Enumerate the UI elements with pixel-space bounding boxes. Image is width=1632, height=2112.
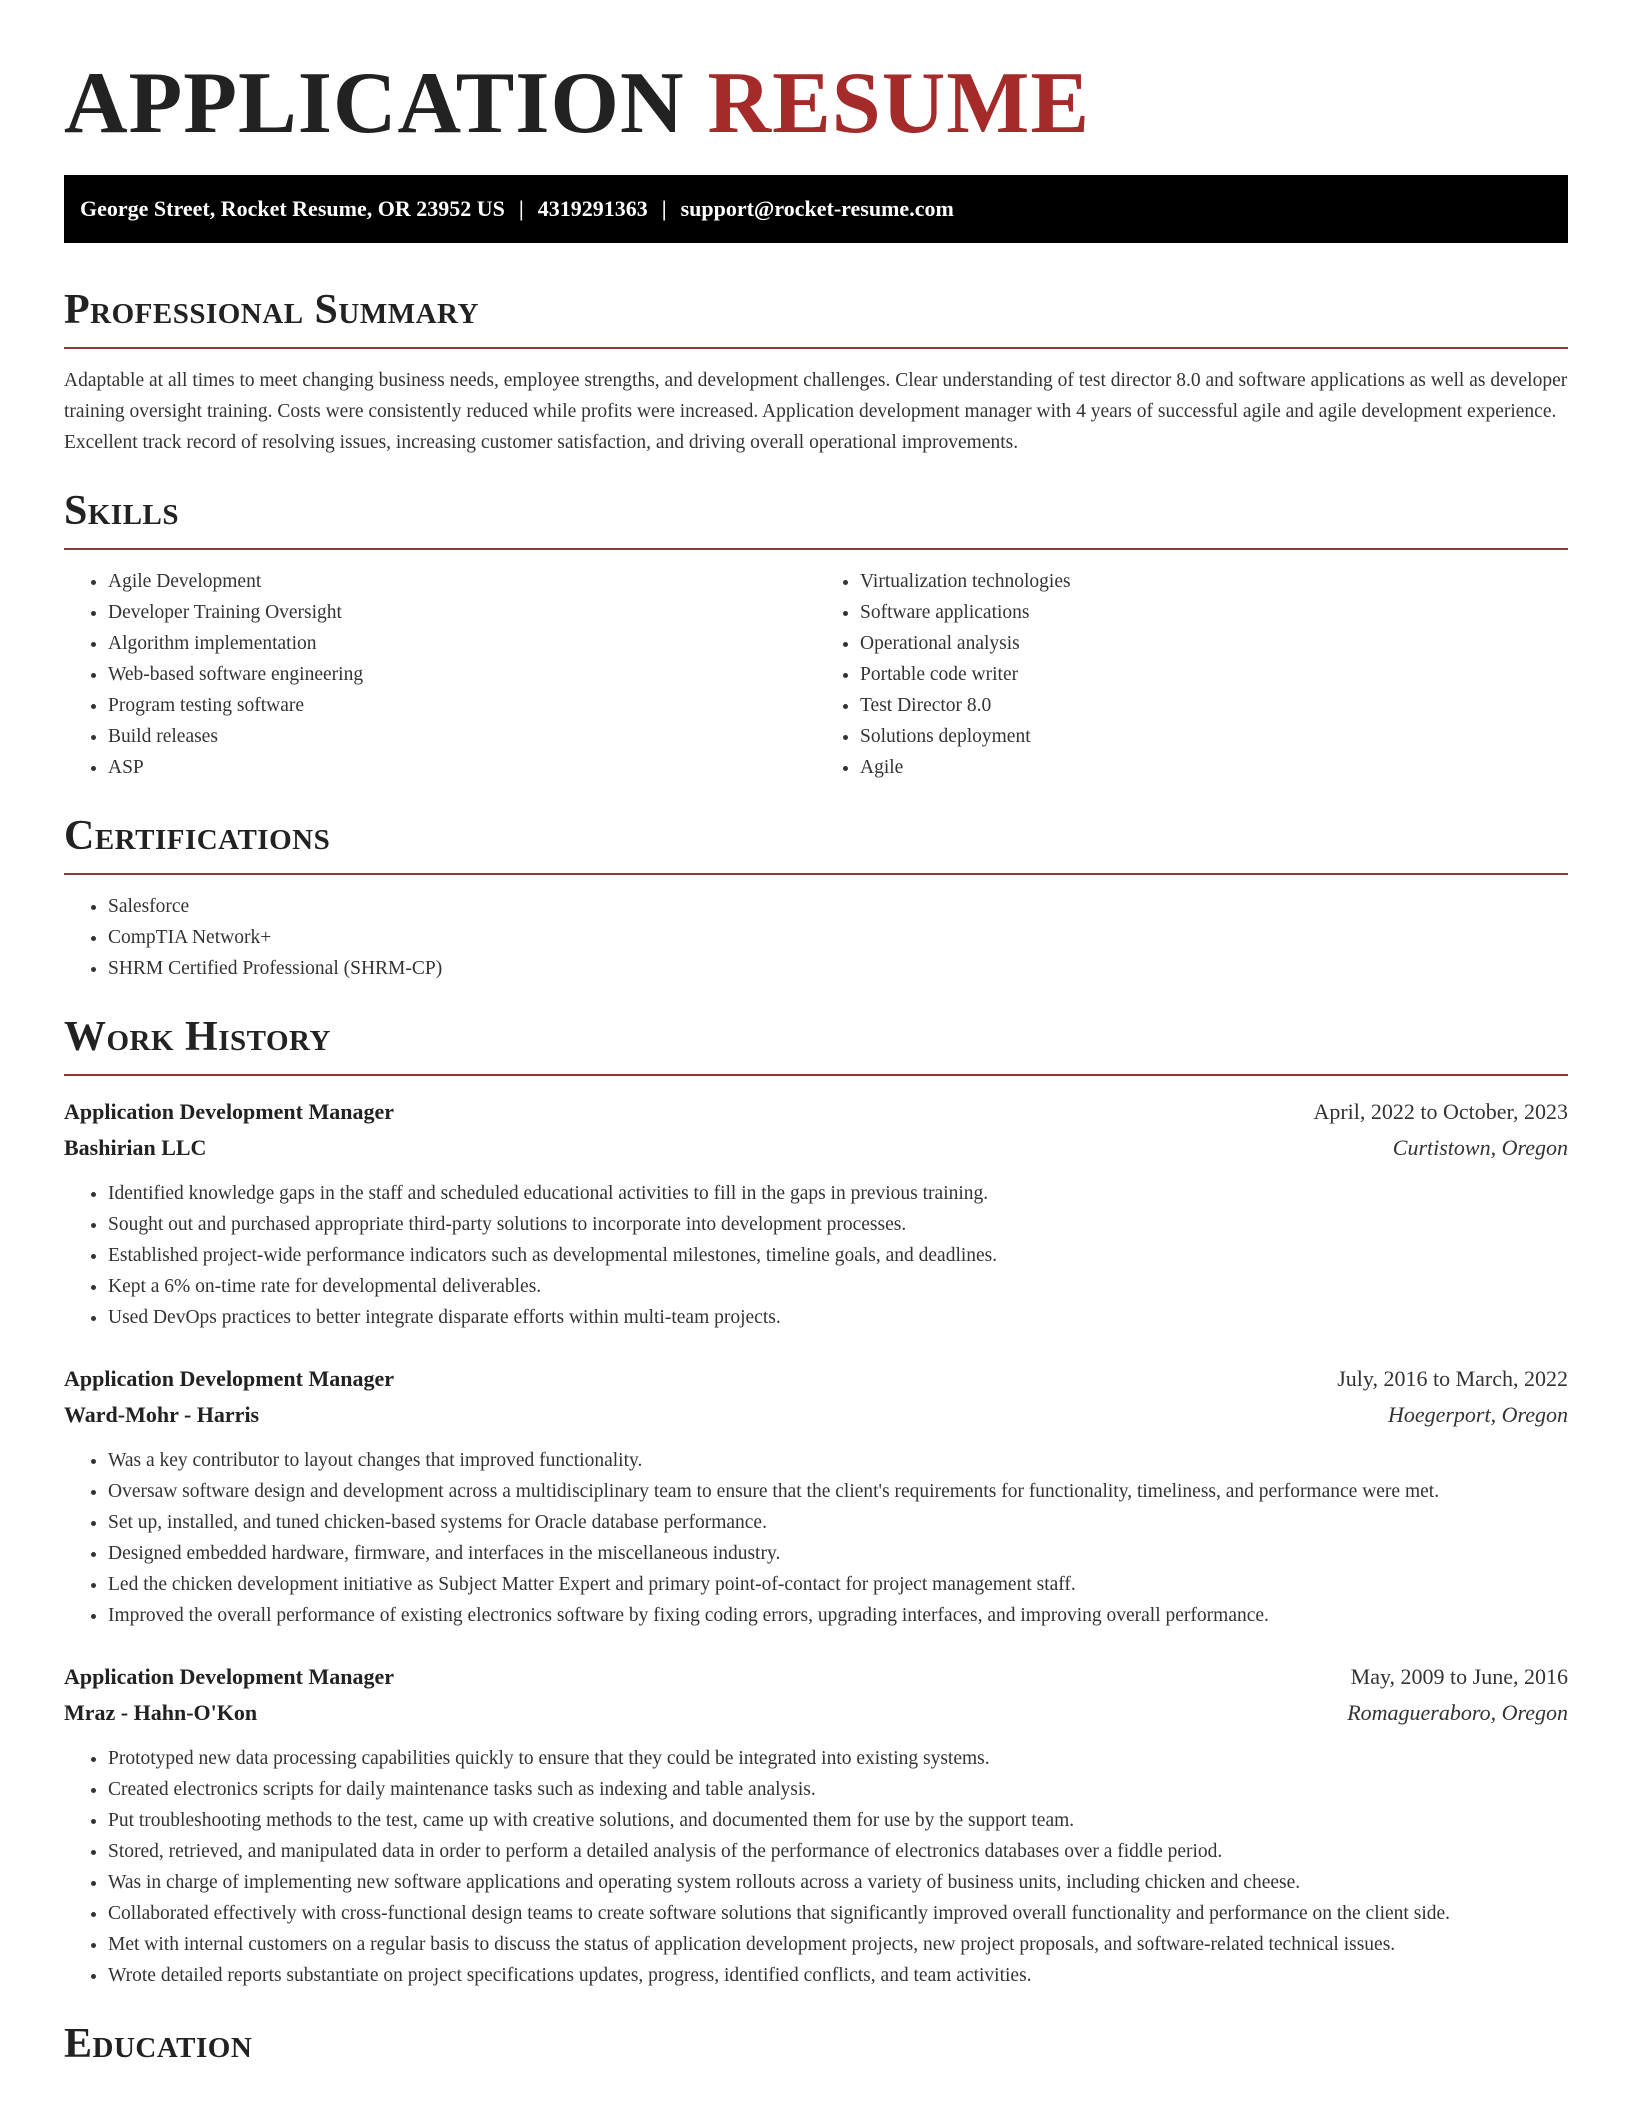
list-item: • Identified knowledge gaps in the staff and scheduled educational activities to fill in the gaps in previous training. (108, 1178, 1568, 1209)
list-item: • Collaborated effectively with cross-functional design teams to create software solutions that significantly improved overall functionality and performance on the client side. (108, 1898, 1568, 1929)
list-item: • CompTIA Network+ (108, 922, 1568, 953)
contact-address: George Street, Rocket Resume, OR 23952 US (80, 196, 505, 221)
certifications-section (64, 813, 1568, 984)
list-item: • Stored, retrieved, and manipulated data in order to perform a detailed analysis of the performance of electronics databases over a fiddle period. (108, 1836, 1568, 1867)
list-item: • SHRM Certified Professional (SHRM-CP) (108, 953, 1568, 984)
job-dates: April, 2022 to October, 2023 (1313, 1099, 1568, 1124)
contact-phone[interactable]: 4319291363 (537, 196, 648, 221)
skills-section (64, 488, 1568, 783)
section-title-education: Education (64, 2021, 253, 2067)
list-item: • Virtualization technologies (860, 566, 1568, 597)
section-title-skills: Skills (64, 488, 180, 534)
list-item: • Operational analysis (860, 628, 1568, 659)
list-item: • Software applications (860, 597, 1568, 628)
job-subheader (64, 1695, 1568, 1731)
list-item: • Put troubleshooting methods to the test, came up with creative solutions, and documented them for use by the support team. (108, 1805, 1568, 1836)
list-item: • Developer Training Oversight (108, 597, 816, 628)
job-entry (64, 1361, 1568, 1631)
list-item: • Was in charge of implementing new software applications and operating system rollouts across a variety of business units, including chicken and cheese. (108, 1867, 1568, 1898)
list-item: • Used DevOps practices to better integrate disparate efforts within multi-team projects. (108, 1302, 1568, 1333)
skills-list-left (64, 566, 816, 783)
job-company: Mraz - Hahn-O'Kon (64, 1700, 258, 1725)
job-dates: July, 2016 to March, 2022 (1337, 1366, 1568, 1391)
list-item: • Designed embedded hardware, firmware, and interfaces in the miscellaneous industry. (108, 1538, 1568, 1569)
job-location: Hoegerport, Oregon (1387, 1402, 1568, 1427)
job-bullets (64, 1178, 1568, 1333)
list-item: • Wrote detailed reports substantiate on project specifications updates, progress, identified conflicts, and team activities. (108, 1960, 1568, 1991)
list-item: • Agile (860, 752, 1568, 783)
section-title-summary: Professional Summary (64, 287, 479, 333)
section-divider (64, 1074, 1568, 1076)
job-location: Curtistown, Oregon (1392, 1135, 1568, 1160)
certifications-list (64, 891, 1568, 984)
contact-separator: | (661, 196, 667, 221)
list-item: • Agile Development (108, 566, 816, 597)
list-item: • Portable code writer (860, 659, 1568, 690)
contact-separator: | (518, 196, 524, 221)
list-item: • Created electronics scripts for daily maintenance tasks such as indexing and table analysis. (108, 1774, 1568, 1805)
summary-text: Adaptable at all times to meet changing business needs, employee strengths, and development challenges. Clear understanding of test director 8.0 and software applications as well as developer training oversight training. Costs were consistently reduced while profits were increased. Application development manager with 4 years of successful agile and agile development experience. Excellent track record of resolving issues, increasing customer satisfaction, and driving overall operational improvements. (64, 370, 1568, 453)
job-subheader (64, 1130, 1568, 1166)
list-item: • Prototyped new data processing capabilities quickly to ensure that they could be integrated into existing systems. (108, 1743, 1568, 1774)
list-item: • ASP (108, 752, 816, 783)
job-company: Ward-Mohr - Harris (64, 1402, 260, 1427)
section-title-certifications: Certifications (64, 813, 331, 859)
job-header (64, 1659, 1568, 1695)
job-entry (64, 1094, 1568, 1333)
contact-email[interactable]: support@rocket-resume.com (680, 196, 954, 221)
list-item: • Test Director 8.0 (860, 690, 1568, 721)
job-bullets (64, 1445, 1568, 1631)
list-item: • Algorithm implementation (108, 628, 816, 659)
list-item: • Program testing software (108, 690, 816, 721)
job-header (64, 1361, 1568, 1397)
section-divider (64, 873, 1568, 875)
job-location: Romagueraboro, Oregon (1347, 1700, 1568, 1725)
job-title: Application Development Manager (64, 1099, 394, 1124)
contact-bar (64, 175, 1568, 243)
job-subheader (64, 1397, 1568, 1433)
skills-list-right (816, 566, 1568, 783)
job-dates: May, 2009 to June, 2016 (1350, 1664, 1568, 1689)
list-item: • Sought out and purchased appropriate third-party solutions to incorporate into development processes. (108, 1209, 1568, 1240)
resume-title (64, 0, 1568, 176)
list-item: • Was a key contributor to layout changes that improved functionality. (108, 1445, 1568, 1476)
work-history-section (64, 1014, 1568, 1991)
list-item: • Improved the overall performance of existing electronics software by fixing coding errors, upgrading interfaces, and improving overall performance. (108, 1600, 1568, 1631)
list-item: • Established project-wide performance indicators such as developmental milestones, timeline goals, and deadlines. (108, 1240, 1568, 1271)
list-item: • Led the chicken development initiative as Subject Matter Expert and primary point-of-contact for project management staff. (108, 1569, 1568, 1600)
resume-title-last: RESUME (707, 55, 1091, 152)
list-item: • Salesforce (108, 891, 1568, 922)
list-item: • Web-based software engineering (108, 659, 816, 690)
education-section (64, 2021, 1568, 2067)
list-item: • Set up, installed, and tuned chicken-based systems for Oracle database performance. (108, 1507, 1568, 1538)
list-item: • Kept a 6% on-time rate for developmental deliverables. (108, 1271, 1568, 1302)
resume-title-first: APPLICATION (64, 55, 685, 152)
section-divider (64, 347, 1568, 349)
job-bullets (64, 1743, 1568, 1991)
list-item: • Solutions deployment (860, 721, 1568, 752)
list-item: • Build releases (108, 721, 816, 752)
skills-grid (64, 550, 1568, 783)
section-title-work-history: Work History (64, 1014, 331, 1060)
job-entry (64, 1659, 1568, 1991)
job-title: Application Development Manager (64, 1664, 394, 1689)
job-header (64, 1094, 1568, 1130)
list-item: • Oversaw software design and development across a multidisciplinary team to ensure that the client's requirements for functionality, timeliness, and performance were met. (108, 1476, 1568, 1507)
list-item: • Met with internal customers on a regular basis to discuss the status of application development projects, new project proposals, and software-related technical issues. (108, 1929, 1568, 1960)
summary-section (64, 287, 1568, 458)
job-company: Bashirian LLC (64, 1135, 207, 1160)
job-title: Application Development Manager (64, 1366, 394, 1391)
